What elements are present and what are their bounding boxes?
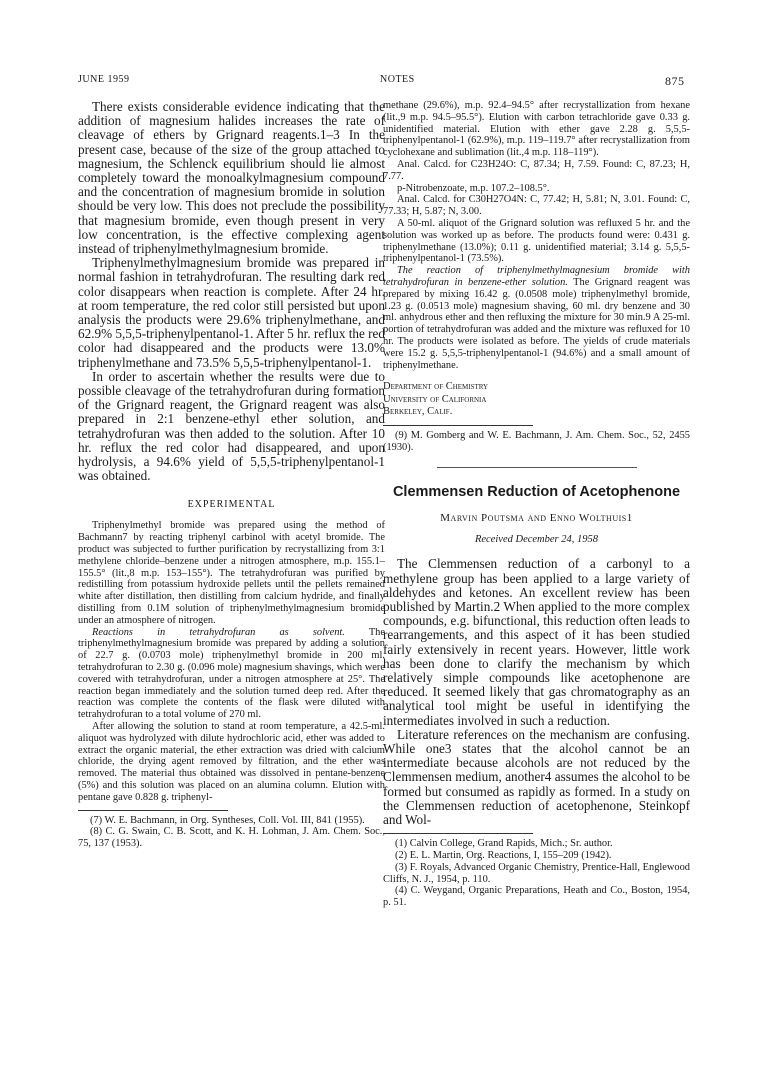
- address-line: Berkeley, Calif.: [383, 406, 453, 418]
- footnote-rule: [383, 425, 533, 426]
- body-paragraph: Literature references on the mechanism are confusing. While one3 states that the alcohol cannot be an intermediate because alcohols are not reduced by the Clemmensen medium, another4 assumes the alcohol to be formed but consumed as rapidly as formed. In a study on the Clemmensen reduction of acetophenone, Steinkopf and Wol-: [383, 726, 690, 828]
- footnote: (4) C. Weygand, Organic Preparations, Heath and Co., Boston, 1954, p. 51.: [383, 885, 690, 909]
- run-in-heading: The reaction of triphenylmethylmagnesium bromide with tetrahydrofuran in benzene-ether solution.: [383, 265, 690, 288]
- body-paragraph: There exists considerable evidence indicating that the addition of magnesium halides increases the rate of cleavage of ethers by Grignard reagents.1–3 In the present case, because of the size of the group attached to magnesium, the Schlenck equilibrium should lie almost completely toward the monoalkylmagnesium compound and the concentration of magnesium bromide in solution should be very low. This does not preclude the possibility that magnesium bromide, even though present in very low concentration, is the effective complexing agent instead of triphenylmethylmagnesium bromide.: [78, 99, 385, 257]
- paragraph-text: The Grignard reagent was prepared by mixing 16.42 g. (0.0508 mole) triphenylmethyl bromide, 1.23 g. (0.0513 mole) magnesium shaving, 60 ml. dry benzene and 30 ml. anhydrous ether and then refluxing the mixture for 30 min.9 A 25-ml. portion of tetrahydrofuran was added and the mixture was refluxed for 10 hr. The products were isolated as before. The yields of crude materials were 15.2 g. 5,5,5-triphenylpentanol-1 (94.6%) and a small amount of triphenylmethane.: [383, 276, 690, 371]
- experimental-heading: EXPERIMENTAL: [187, 499, 276, 511]
- footnote-rule: [78, 810, 228, 811]
- footnotes: [383, 838, 690, 909]
- footnotes: [383, 430, 690, 454]
- derivative-line: p-Nitrobenzoate, m.p. 107.2–108.5°.: [397, 182, 550, 194]
- experimental-paragraph: methane (29.6%), m.p. 92.4–94.5° after recrystallization from hexane (lit.,9 m.p. 94.5–95.5°). Elution with carbon tetrachloride gave 0.33 g. unidentified material. Elution with ether gave 2.28 g. 5,5,5-triphenylpentanol-1 (62.9%), m.p. 119–119.7° after recrystallization from cyclohexane and sublimation (lit.,4 m.p. 118–119°).: [383, 100, 690, 159]
- address-line: Department of Chemistry: [383, 381, 489, 393]
- article-separator: [437, 467, 637, 468]
- footnotes: [78, 815, 385, 850]
- footnote: (7) W. E. Bachmann, in Org. Syntheses, Coll. Vol. III, 841 (1955).: [90, 814, 365, 826]
- analysis-line: Anal. Calcd. for C30H27O4N: C, 77.42; H, 5.81; N, 3.01. Found: C, 77.33; H, 5.87; N, 3.00.: [383, 194, 690, 218]
- footnote: (9) M. Gomberg and W. E. Bachmann, J. Am. Chem. Soc., 52, 2455 (1930).: [383, 429, 690, 453]
- left-column: [78, 100, 385, 850]
- footnote: (3) F. Royals, Advanced Organic Chemistry, Prentice-Hall, Englewood Cliffs, N. J., 1954, p. 110.: [383, 861, 690, 885]
- paragraph-text: The triphenylmethylmagnesium bromide was prepared by adding a solution of 22.7 g. (0.0703 mole) triphenylmethyl bromide in 200 ml. tetrahydrofuran to 2.30 g. (0.096 mole) magnesium shavings, which were covered with tetrahydrofuran, under a nitrogen atmosphere at 25°. The reaction began immediately and the solution turned deep red. After the reaction was complete the contents of the flask were diluted with tetrahydrofuran to a total volume of 270 ml.: [78, 626, 385, 721]
- body-paragraph: In order to ascertain whether the results were due to possible cleavage of the tetrahydrofuran during formation of the Grignard reagent, the Grignard reagent was also prepared in 2:1 benzene-ethyl ether solution, and tetrahydrofuran was then added to the solution. After 10 hr. reflux the red color had disappeared, and upon hydrolysis, a 94.6% yield of 5,5,5-triphenylpentanol-1 was obtained.: [78, 368, 385, 484]
- footnote: (1) Calvin College, Grand Rapids, Mich.; Sr. author.: [395, 838, 613, 850]
- analysis-line: Anal. Calcd. for C23H24O: C, 87.34; H, 7.59. Found: C, 87.23; H, 7.77.: [383, 158, 690, 182]
- footnote-rule: [383, 833, 533, 834]
- experimental-paragraph: A 50-ml. aliquot of the Grignard solution was refluxed 5 hr. and the solution was worked up as before. The products found were: 0.431 g. triphenylmethane (13.0%); 0.11 g. unidentified material; 3.14 g. 5,5,5-triphenylpentanol-1 (73.5%).: [383, 217, 690, 265]
- received-date: Received December 24, 1958: [474, 534, 599, 546]
- page-number: 875: [665, 74, 685, 88]
- experimental-paragraph: After allowing the solution to stand at room temperature, a 42.5-ml. aliquot was hydrolyzed with dilute hydrochloric acid, ether was added to extract the organic material, the ether extraction was dried with calcium chloride, the drying agent removed by filtration, and the ether was removed. The material thus obtained was dissolved in pentane-benzene (5%) and this solution was placed on an alumina column. Elution with pentane gave 0.828 g. triphenyl-: [78, 721, 385, 803]
- experimental-paragraph: Triphenylmethyl bromide was prepared using the method of Bachmann7 by reacting triphenyl carbinol with acetyl bromide. The product was subjected to further purification by recrystallizing from 3:1 methylene chloride–benzene under a nitrogen atmosphere, m.p. 155.1–155.5° (lit.,8 m.p. 153–155°). The tetrahydrofuran was purified by redistilling from potassium hydroxide pellets until the pellets remained white after distillation, then distilling from calcium hydride, and finally distilling from 0.1M solution of triphenylmethylmagnesium bromide under an atmosphere of nitrogen.: [78, 520, 385, 626]
- experimental-paragraph: [383, 265, 690, 371]
- right-column: [383, 100, 690, 909]
- footnote: (2) E. L. Martin, Org. Reactions, I, 155–209 (1942).: [395, 850, 612, 862]
- address-line: University of California: [383, 393, 487, 405]
- running-header-section: NOTES: [380, 74, 415, 85]
- author-address: [383, 381, 690, 419]
- article-authors: Marvin Poutsma and Enno Wolthuis1: [440, 512, 633, 525]
- body-paragraph: The Clemmensen reduction of a carbonyl to a methylene group has been applied to a large variety of aldehydes and ketones. An excellent review has been published by Martin.2 When applied to the more complex compounds, e.g. bifunctional, this reduction often leads to rearrangements, and this aspect of it has been studied fairly extensively in recent years. However, little work has been done to clarify the mechanism by which relatively simple compounds like acetophenone are reduced. It seemed likely that gas chromatography as an analytical tool might be useful in identifying the intermediates involved in such a reduction.: [383, 556, 690, 728]
- article-title: Clemmensen Reduction of Acetophenone: [392, 484, 681, 501]
- running-header-date: JUNE 1959: [78, 74, 130, 85]
- run-in-heading: Reactions in tetrahydrofuran as solvent.: [92, 626, 345, 638]
- footnote: (8) C. G. Swain, C. B. Scott, and K. H. Lohman, J. Am. Chem. Soc., 75, 137 (1953).: [78, 826, 385, 850]
- body-paragraph: Triphenylmethylmagnesium bromide was prepared in normal fashion in tetrahydrofuran. The resulting dark red color disappears when reaction is complete. After 24 hr. at room temperature, the red color still persisted but upon analysis the products were 29.6% triphenylmethane, and 62.9% 5,5,5-triphenylpentanol-1. After 5 hr. reflux the red color had disappeared and the products were 13.0% triphenylmethane and 73.5% 5,5,5-triphenylpentanol-1.: [78, 255, 385, 370]
- experimental-paragraph: [78, 627, 385, 721]
